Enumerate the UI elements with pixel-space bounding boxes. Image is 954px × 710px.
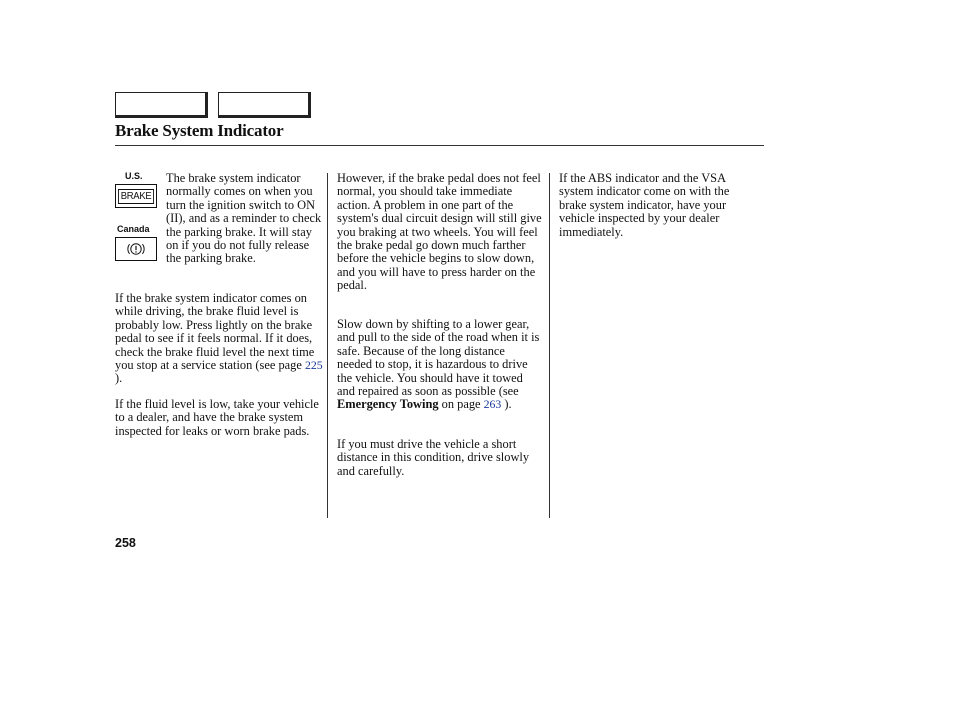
paragraph-text: If the fluid level is low, take your vehicle to a dealer, and have the brake system inspected for leaks or worn brake pads. bbox=[115, 397, 319, 438]
paragraph-pedal-abnormal bbox=[337, 172, 543, 293]
page-number: 258 bbox=[115, 536, 136, 550]
paragraph-text: Slow down by shifting to a lower gear, and pull to the side of the road when it is safe. Because of the long distance needed to stop, it is hazardous to drive the vehicle. You should have it towed and repaired as soon as possible (see bbox=[337, 317, 540, 399]
title-rule bbox=[115, 145, 764, 146]
paragraph-text-mid: on page bbox=[438, 397, 484, 412]
emergency-towing-ref: Emergency Towing bbox=[337, 397, 439, 412]
paragraph-text-end: ). bbox=[501, 397, 512, 412]
column-divider-1 bbox=[327, 173, 328, 518]
page-link-263[interactable]: 263 bbox=[483, 397, 502, 412]
paragraph-text: If you must drive the vehicle a short distance in this condition, drive slowly and carefully. bbox=[337, 437, 530, 478]
paragraph-text: The brake system indicator normally comes on when you turn the ignition switch to ON (II), and as a reminder to check the parking brake. It will stay on if you do not fully release the parking brake. bbox=[166, 171, 322, 266]
paragraph-slow-down bbox=[337, 318, 543, 412]
page-link-225[interactable]: 225 bbox=[304, 358, 323, 373]
brake-symbol-text: BRAKE bbox=[118, 189, 154, 204]
brake-text-icon bbox=[115, 184, 157, 208]
paragraph-abs-vsa bbox=[559, 172, 759, 239]
paragraph-indicator-normal bbox=[166, 172, 324, 266]
us-label: U.S. bbox=[125, 171, 143, 181]
paragraph-text: If the ABS indicator and the VSA system indicator come on with the brake system indicator, have your vehicle inspected by your dealer immediately. bbox=[559, 171, 730, 239]
paragraph-fluid-low bbox=[115, 292, 323, 386]
previous-page-button[interactable] bbox=[115, 92, 208, 118]
paragraph-text: If the brake system indicator comes on while driving, the brake fluid level is probably low. Press lightly on the brake pedal to see if it feels normal. If it does, check the brake fluid level the next time you stop at a service station (see page bbox=[115, 291, 315, 373]
paragraph-dealer-inspection bbox=[115, 398, 323, 438]
next-page-button[interactable] bbox=[218, 92, 311, 118]
column-divider-2 bbox=[549, 173, 550, 518]
brake-warning-symbol bbox=[125, 241, 147, 257]
brake-circle-exclamation-icon bbox=[115, 237, 157, 261]
paragraph-text: However, if the brake pedal does not feel normal, you should take immediate action. A problem in one part of the system's dual circuit design will still give you braking at two wheels. You will feel the brake pedal go down much farther before the vehicle begins to slow down, and you will have to press harder on the pedal. bbox=[337, 171, 542, 293]
paragraph-drive-carefully bbox=[337, 438, 543, 478]
page-title: Brake System Indicator bbox=[115, 121, 284, 140]
canada-label: Canada bbox=[117, 224, 150, 234]
paragraph-text-end: ). bbox=[115, 371, 123, 386]
